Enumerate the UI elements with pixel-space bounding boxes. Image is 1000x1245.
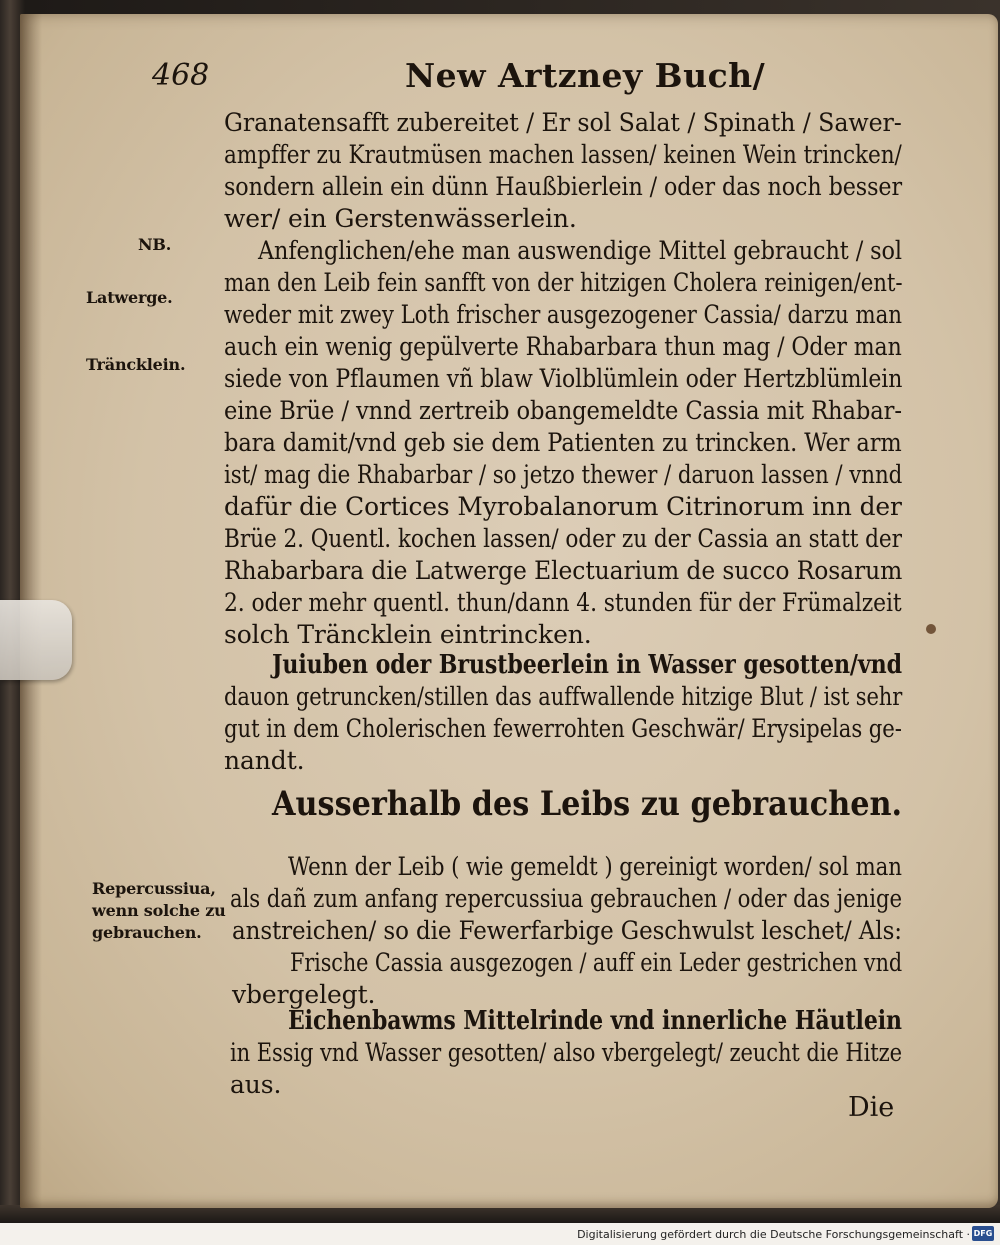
margin-note-repercussiua: Repercussiua, [92, 879, 216, 898]
text-line: ist/ mag die Rhabarbar / so jetzo thewer / daruon lassen / vnnd [224, 460, 903, 489]
text-line: Brüe 2. Quentl. kochen lassen/ oder zu der Cassia an statt der [224, 524, 902, 553]
text-line: wer/ ein Gerstenwässerlein. [224, 204, 577, 233]
text-line: anstreichen/ so die Fewerfarbige Geschwulst leschet/ Als: [232, 916, 902, 945]
text-line: Eichenbawms Mittelrinde vnd innerliche Häutlein [288, 1006, 902, 1036]
text-line: ampffer zu Krautmüsen machen lassen/ keinen Wein trincken/ [224, 140, 902, 169]
text-line: 2. oder mehr quentl. thun/dann 4. stunden für der Frümalzeit [224, 588, 902, 617]
catchword: Die [848, 1092, 895, 1123]
text-line: in Essig vnd Wasser gesotten/ also vbergelegt/ zeucht die Hitze [230, 1038, 902, 1067]
text-line: dafür die Cortices Myrobalanorum Citrinorum inn der [224, 492, 902, 521]
page-clip [0, 600, 72, 680]
text-line: weder mit zwey Loth frischer ausgezogener Cassia/ darzu man [224, 300, 902, 329]
page-number: 468 [152, 58, 210, 93]
text-line: Anfenglichen/ehe man auswendige Mittel gebraucht / sol [258, 236, 902, 265]
text-line: Wenn der Leib ( wie gemeldt ) gereinigt worden/ sol man [288, 852, 902, 881]
dfg-logo: DFG [972, 1226, 994, 1241]
margin-note-repercussiua: wenn solche zu [92, 901, 226, 920]
running-title: New Artzney Buch/ [405, 56, 766, 95]
text-line: vbergelegt. [232, 980, 376, 1009]
text-line: aus. [230, 1070, 282, 1099]
text-line: nandt. [224, 746, 305, 775]
text-line: Frische Cassia ausgezogen / auff ein Leder gestrichen vnd [290, 948, 903, 977]
margin-note-latwerge: Latwerge. [86, 288, 173, 307]
text-line: dauon getruncken/stillen das auffwallende hitzige Blut / ist sehr [224, 682, 903, 711]
text-line: gut in dem Cholerischen fewerrohten Geschwär/ Erysipelas ge- [224, 714, 902, 743]
section-heading: Ausserhalb des Leibs zu gebrauchen. [272, 784, 903, 824]
margin-note-nb: NB. [138, 235, 172, 254]
text-line: Granatensafft zubereitet / Er sol Salat / Spinath / Sawer- [224, 108, 902, 137]
text-line: Juiuben oder Brustbeerlein in Wasser gesotten/vnd [272, 650, 903, 680]
ink-stain [926, 624, 936, 634]
text-line: Rhabarbara die Latwerge Electuarium de succo Rosarum [224, 556, 903, 585]
text-line: man den Leib fein sanfft von der hitzigen Cholera reinigen/ent- [224, 268, 903, 297]
text-line: eine Brüe / vnnd zertreib obangemeldte Cassia mit Rhabar- [224, 396, 902, 425]
digitization-credit: Digitalisierung gefördert durch die Deutsche Forschungsgemeinschaft · [577, 1228, 970, 1241]
text-line: solch Träncklein eintrincken. [224, 620, 592, 649]
text-line: bara damit/vnd geb sie dem Patienten zu trincken. Wer arm [224, 428, 902, 457]
margin-note-traencklein: Träncklein. [86, 355, 186, 374]
text-line: als dañ zum anfang repercussiua gebrauchen / oder das jenige [230, 884, 902, 913]
text-line: siede von Pflaumen vñ blaw Violblümlein oder Hertzblümlein [224, 364, 903, 393]
margin-note-repercussiua: gebrauchen. [92, 923, 202, 942]
text-line: auch ein wenig gepülverte Rhabarbara thun mag / Oder man [224, 332, 902, 361]
text-line: sondern allein ein dünn Haußbierlein / oder das noch besser [224, 172, 903, 201]
